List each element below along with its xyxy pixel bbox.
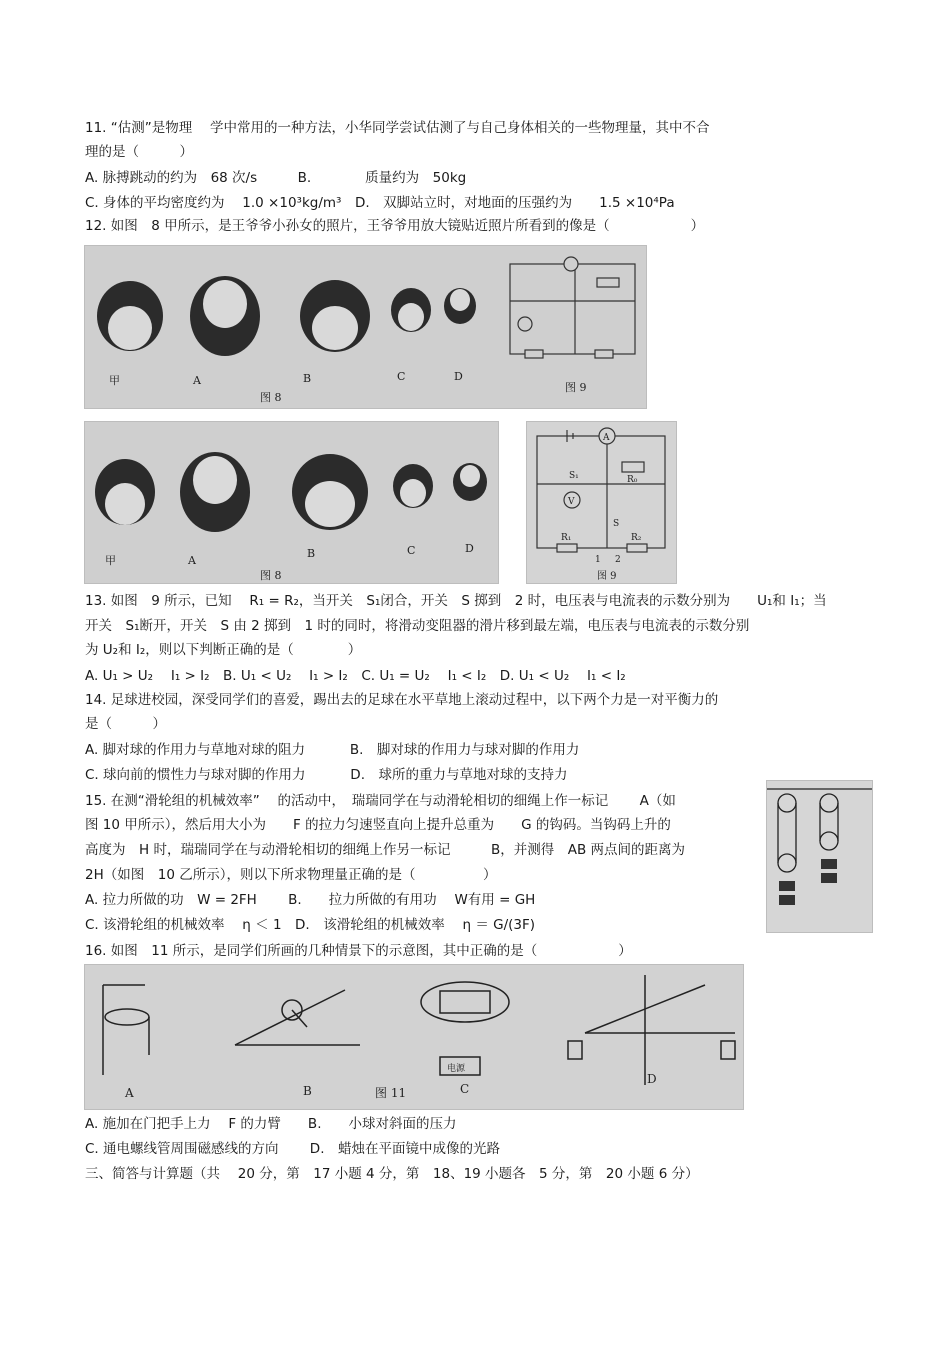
q16-stem: 16. 如图 11 所示，是同学们所画的几种情景下的示意图，其中正确的是（ ） <box>85 943 632 959</box>
fig9-s1-label: S₁ <box>569 471 579 481</box>
fig8-label-c: C <box>397 370 406 383</box>
q12-stem: 12. 如图 8 甲所示，是王爷爷小孙女的照片，王爷爷用放大镜贴近照片所看到的像是（ ） <box>85 218 705 234</box>
fig8-label-d: D <box>454 370 463 383</box>
q15-line2: 图 10 甲所示），然后用大小为 F 的拉力匀速竖直向上提升总重为 G 的钩码。当钩码上升的 <box>85 817 671 833</box>
q13-line2: 开关 S₁断开，开关 S 由 2 掷到 1 时的同时，将滑动变阻器的滑片移到最左端，电压表与电流表的示数分别 <box>85 618 750 634</box>
figure-10-pulleys <box>766 780 873 933</box>
fig9-caption: 图 9 <box>565 381 587 394</box>
fig8b-label-b: B <box>307 547 316 560</box>
fig11-label-d: D <box>647 1072 657 1086</box>
fig9-terminal-1: 1 <box>595 555 601 565</box>
fig8b-label-jia: 甲 <box>105 554 116 567</box>
fig9-r2-label: R₂ <box>631 533 642 543</box>
figure-8-9-photo-top <box>84 245 647 409</box>
figure-9-circuit <box>526 421 677 584</box>
fig9b-caption: 图 9 <box>597 571 617 582</box>
q13-line3: 为 U₂和 I₂，则以下判断正确的是（ ） <box>85 642 362 658</box>
q13-options: A. U₁ > U₂ I₁ > I₂ B. U₁ < U₂ I₁ > I₂ C. U₁ = U₂ I₁ < I₂ D. U₁ < U₂ I₁ < I₂ <box>85 668 626 684</box>
q15-line4: 2H（如图 10 乙所示），则以下所求物理量正确的是（ ） <box>85 867 497 883</box>
fig11-power-label: 电源 <box>447 1064 466 1074</box>
fig11-caption: 图 11 <box>375 1086 407 1100</box>
q11-option-ab: A. 脉搏跳动的约为 68 次/s B. 质量约为 50kg <box>85 170 467 186</box>
fig9-voltmeter-label: V <box>568 497 575 507</box>
q14-option-ab: A. 脚对球的作用力与草地对球的阻力 B. 脚对球的作用力与球对脚的作用力 <box>85 742 580 758</box>
figure-11 <box>84 964 744 1110</box>
fig8-label-a: A <box>193 374 201 387</box>
q16-option-ab: A. 施加在门把手上力 F 的力臂 B. 小球对斜面的压力 <box>85 1116 457 1132</box>
fig8b-label-a: A <box>188 554 196 567</box>
fig9-ammeter-label: A <box>603 433 610 443</box>
fig8-caption: 图 8 <box>260 391 282 404</box>
fig11-label-a: A <box>125 1086 134 1100</box>
q14-line2: 是（ ） <box>85 716 166 732</box>
q15-line3: 高度为 H 时，瑞瑞同学在与动滑轮相切的细绳上作另一标记 B，并测得 AB 两点间的距离为 <box>85 842 685 858</box>
q11-line2: 理的是（ ） <box>85 144 193 160</box>
fig9-terminal-2: 2 <box>615 555 621 565</box>
fig9-r1-label: R₁ <box>561 533 572 543</box>
q11-option-cd: C. 身体的平均密度约为 1.0 ×10³kg/m³ D. 双脚站立时，对地面的压强约为 1.5 ×10⁴Pa <box>85 195 675 211</box>
q15-option-ab: A. 拉力所做的功 W = 2FH B. 拉力所做的有用功 W有用 = GH <box>85 892 536 908</box>
fig9-r0-label: R₀ <box>627 475 638 485</box>
fig11-label-b: B <box>303 1084 312 1098</box>
fig8b-label-d: D <box>465 542 474 555</box>
q14-option-cd: C. 球向前的惯性力与球对脚的作用力 D. 球所的重力与草地对球的支持力 <box>85 767 568 783</box>
fig8-label-jia: 甲 <box>109 374 120 387</box>
fig11-label-c: C <box>460 1082 470 1096</box>
figure-8 <box>84 421 499 584</box>
fig8-label-b: B <box>303 372 312 385</box>
q11-line1: 11. “估测”是物理 学中常用的一种方法，小华同学尝试估测了与自己身体相关的一些物理量，其中不合 <box>85 120 710 136</box>
q16-option-cd: C. 通电螺线管周围磁感线的方向 D. 蜡烛在平面镜中成像的光路 <box>85 1141 500 1157</box>
fig8b-label-c: C <box>407 544 416 557</box>
section3-title: 三、简答与计算题（共 20 分，第 17 小题 4 分，第 18、19 小题各 5 分，第 20 小题 6 分） <box>85 1166 699 1182</box>
fig8b-caption: 图 8 <box>260 569 282 582</box>
q15-line1: 15. 在测“滑轮组的机械效率” 的活动中， 瑞瑞同学在与动滑轮相切的细绳上作一标记 A（如 <box>85 793 676 809</box>
q13-line1: 13. 如图 9 所示，已知 R₁ = R₂，当开关 S₁闭合，开关 S 掷到 2 时，电压表与电流表的示数分别为 U₁和 I₁；当 <box>85 593 827 609</box>
fig9-s-label: S <box>613 519 620 529</box>
q15-option-cd: C. 该滑轮组的机械效率 η ＜ 1 D. 该滑轮组的机械效率 η ＝ G/(3F) <box>85 917 536 933</box>
q14-line1: 14. 足球进校园，深受同学们的喜爱，踢出去的足球在水平草地上滚动过程中，以下两个力是一对平衡力的 <box>85 692 719 708</box>
